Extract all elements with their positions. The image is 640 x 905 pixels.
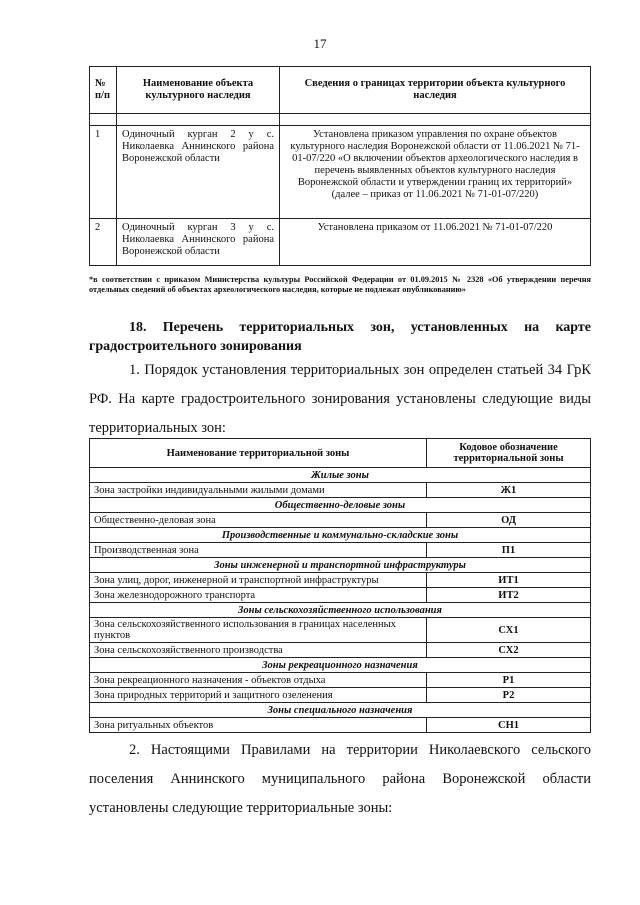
zone-group-title: Зоны инженерной и транспортной инфраструктуры [90, 558, 591, 573]
zone-row [90, 543, 591, 558]
zone-code: СХ2 [427, 643, 591, 658]
row-boundary-info: Установлена приказом от 11.06.2021 № 71-01-07/220 [280, 219, 591, 266]
table-header-row [90, 439, 591, 468]
row-num: 1 [90, 126, 117, 219]
page-number: 17 [313, 36, 327, 51]
zone-group-title: Производственные и коммунально-складские зоны [90, 528, 591, 543]
zone-code: ОД [427, 513, 591, 528]
zone-code: Ж1 [427, 483, 591, 498]
table-row [90, 219, 591, 266]
zone-code: ИТ2 [427, 588, 591, 603]
zone-group-row [90, 528, 591, 543]
zone-group-row [90, 558, 591, 573]
table-row [90, 126, 591, 219]
zone-row [90, 618, 591, 643]
zone-name: Зона улиц, дорог, инженерной и транспортной инфраструктуры [90, 573, 427, 588]
zone-name: Зона сельскохозяйственного производства [90, 643, 427, 658]
table-header-row [90, 67, 591, 114]
zone-group-row [90, 603, 591, 618]
section-heading: 18. Перечень территориальных зон, установленных на карте градостроительного зонирования [89, 320, 591, 354]
zone-name: Зона железнодорожного транспорта [90, 588, 427, 603]
heritage-objects-table [89, 66, 591, 266]
zone-name: Зона рекреационного назначения - объектов отдыха [90, 673, 427, 688]
header-num: № п/п [90, 67, 117, 114]
zone-code: П1 [427, 543, 591, 558]
footnote: *в соответствии с приказом Министерства культуры Российской Федерации от 01.09.2015 № 2328 «Об утверждении перечня отдельных сведений об объектах археологического наследия, которые не подлежат опубликованию» [89, 275, 591, 294]
zone-code: Р2 [427, 688, 591, 703]
zone-code: Р1 [427, 673, 591, 688]
zone-row [90, 483, 591, 498]
paragraph-zoning-procedure: 1. Порядок установления территориальных зон определен статьей 34 ГрК РФ. На карте градостроительного зонирования установлены следующие виды территориальных зон: [89, 362, 591, 436]
zone-group-title: Зоны специального назначения [90, 703, 591, 718]
table-spacer-row [90, 114, 591, 126]
zone-row [90, 718, 591, 733]
zone-group-row [90, 498, 591, 513]
header-boundary-info: Сведения о границах территории объекта культурного наследия [280, 67, 591, 114]
zone-group-title: Жилые зоны [90, 468, 591, 483]
zone-row [90, 643, 591, 658]
zone-name: Производственная зона [90, 543, 427, 558]
zone-group-row [90, 658, 591, 673]
zone-name: Зона сельскохозяйственного использования в границах населенных пунктов [90, 618, 427, 643]
zone-code: СН1 [427, 718, 591, 733]
header-object-name: Наименование объекта культурного наследия [117, 67, 280, 114]
header-zone-name: Наименование территориальной зоны [90, 439, 427, 468]
zone-code: СХ1 [427, 618, 591, 643]
zone-group-title: Общественно-деловые зоны [90, 498, 591, 513]
zone-row [90, 573, 591, 588]
zone-group-title: Зоны рекреационного назначения [90, 658, 591, 673]
zone-code: ИТ1 [427, 573, 591, 588]
zone-name: Зона застройки индивидуальными жилыми домами [90, 483, 427, 498]
zone-name: Зона ритуальных объектов [90, 718, 427, 733]
row-object-name: Одиночный курган 3 у с. Николаевка Аннинского района Воронежской области [117, 219, 280, 266]
zone-row [90, 513, 591, 528]
paragraph-established-zones: 2. Настоящими Правилами на территории Николаевского сельского поселения Аннинского муниципального района Воронежской области установлены следующие территориальные зоны: [89, 742, 591, 816]
zone-group-row [90, 468, 591, 483]
row-object-name: Одиночный курган 2 у с. Николаевка Аннинского района Воронежской области [117, 126, 280, 219]
zone-row [90, 588, 591, 603]
zone-name: Зона природных территорий и защитного озеленения [90, 688, 427, 703]
header-zone-code: Кодовое обозначение территориальной зоны [427, 439, 591, 468]
zone-row [90, 688, 591, 703]
row-num: 2 [90, 219, 117, 266]
zone-group-title: Зоны сельскохозяйственного использования [90, 603, 591, 618]
zone-group-row [90, 703, 591, 718]
row-boundary-info: Установлена приказом управления по охране объектов культурного наследия Воронежской области от 11.06.2021 № 71-01-07/220 «О включении объектов археологического наследия в перечень выявленных объектов культурного наследия Воронежской области и утверждении границ их территорий» (далее – приказ от 11.06.2021 № 71-01-07/220) [280, 126, 591, 219]
zone-name: Общественно-деловая зона [90, 513, 427, 528]
territorial-zones-table [89, 438, 591, 733]
zone-row [90, 673, 591, 688]
